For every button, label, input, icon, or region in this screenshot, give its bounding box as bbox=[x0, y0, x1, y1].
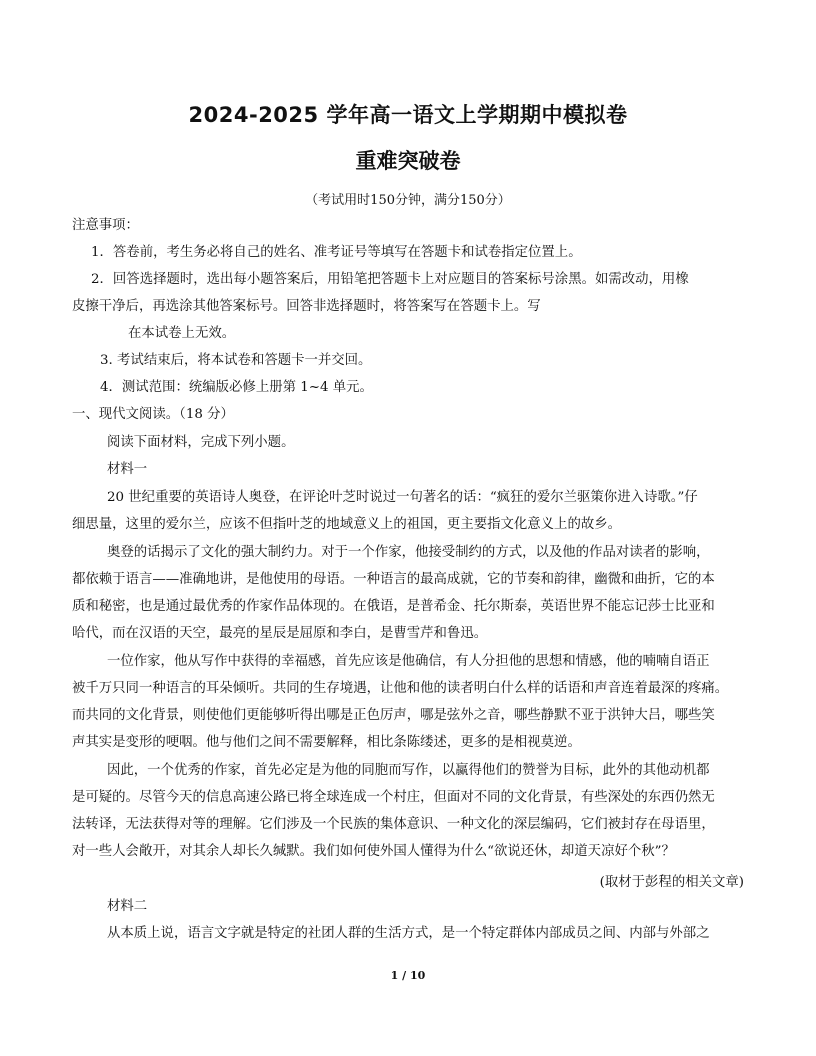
paragraph-3-line-3: 而共同的文化背景，则使他们更能够听得出哪是正色厉声，哪是弦外之音，哪些静默不亚于洪钟大吕，哪些笑 bbox=[72, 708, 715, 723]
paragraph-3-line-1: 一位作家，他从写作中获得的幸福感，首先应该是他确信，有人分担他的思想和情感，他的喃喃自语正 bbox=[107, 654, 710, 669]
section-heading: 一、现代文阅读。（18 分） bbox=[72, 407, 234, 422]
material-2-label: 材料二 bbox=[107, 899, 148, 914]
paragraph-4-line-4: 对一些人会敞开，对其余人却长久缄默。我们如何使外国人懂得为什么“欲说还休，却道天凉好个秋”？ bbox=[72, 844, 675, 859]
note-item-3: 3. 考试结束后，将本试卷和答题卡一并交回。 bbox=[100, 353, 372, 368]
paragraph-4-line-2: 是可疑的。尽管今天的信息高速公路已将全球连成一个村庄，但面对不同的文化背景，有些深处的东西仍然无 bbox=[72, 790, 715, 805]
note-item-4: 4．测试范围：统编版必修上册第 1~4 单元。 bbox=[100, 380, 373, 395]
paragraph-3-line-4: 声其实是变形的哽咽。他与他们之间不需要解释，相比条陈缕述，更多的是相视莫逆。 bbox=[72, 735, 581, 750]
paragraph-3-line-2: 被千万只同一种语言的耳朵倾听。共同的生存境遇，让他和他的读者明白什么样的话语和声音连着最深的疼痛。 bbox=[72, 681, 729, 696]
note-item-1: 1．答卷前，考生务必将自己的姓名、准考证号等填写在答题卡和试卷指定位置上。 bbox=[91, 245, 582, 260]
paragraph-1-line-1: 20 世纪重要的英语诗人奥登，在评论叶芝时说过一句著名的话：“疯狂的爱尔兰驱策你进入诗歌。”仔 bbox=[107, 490, 698, 505]
paragraph-2-line-4: 哈代，而在汉语的天空，最亮的星辰是屈原和李白，是曹雪芹和鲁迅。 bbox=[72, 626, 488, 641]
notes-heading: 注意事项： bbox=[72, 218, 139, 233]
note-item-2-line-1: 2．回答选择题时，选出每小题答案后，用铅笔把答题卡上对应题目的答案标号涂黑。如需改动，用橡 bbox=[91, 272, 689, 287]
reading-instruction: 阅读下面材料，完成下列小题。 bbox=[107, 435, 295, 450]
exam-subtitle: 重难突破卷 bbox=[355, 149, 461, 173]
paragraph-1-line-2: 细思量，这里的爱尔兰，应该不但指叶芝的地域意义上的祖国，更主要指文化意义上的故乡。 bbox=[72, 517, 622, 532]
paragraph-5-line-1: 从本质上说，语言文字就是特定的社团人群的生活方式，是一个特定群体内部成员之间、内部与外部之 bbox=[107, 926, 710, 941]
paragraph-4-line-1: 因此，一个优秀的作家，首先必定是为他的同胞而写作，以赢得他们的赞誉为目标，此外的其他动机都 bbox=[107, 763, 710, 778]
exam-title: 2024-2025 学年高一语文上学期期中模拟卷 bbox=[188, 103, 628, 127]
paragraph-2-line-2: 都依赖于语言——准确地讲，是他使用的母语。一种语言的最高成就，它的节奏和韵律，幽微和曲折，它的本 bbox=[72, 572, 715, 587]
material-1-label: 材料一 bbox=[107, 462, 148, 477]
page-number: 1 / 10 bbox=[390, 969, 426, 982]
paragraph-2-line-3: 质和秘密，也是通过最优秀的作家作品体现的。在俄语，是普希金、托尔斯泰，英语世界不能忘记莎士比亚和 bbox=[72, 599, 715, 614]
paragraph-2-line-1: 奥登的话揭示了文化的强大制约力。对于一个作家，他接受制约的方式，以及他的作品对读者的影响， bbox=[107, 545, 710, 560]
note-item-2-line-3: 在本试卷上无效。 bbox=[128, 326, 236, 341]
source-note: (取材于彭程的相关文章) bbox=[599, 875, 744, 890]
paragraph-4-line-3: 法转译，无法获得对等的理解。它们涉及一个民族的集体意识、一种文化的深层编码，它们被封存在母语里， bbox=[72, 817, 715, 832]
note-item-2-line-2: 皮擦干净后，再选涂其他答案标号。回答非选择题时，将答案写在答题卡上。写 bbox=[72, 299, 541, 314]
exam-time-note: （考试用时150分钟，满分150分） bbox=[305, 193, 511, 208]
